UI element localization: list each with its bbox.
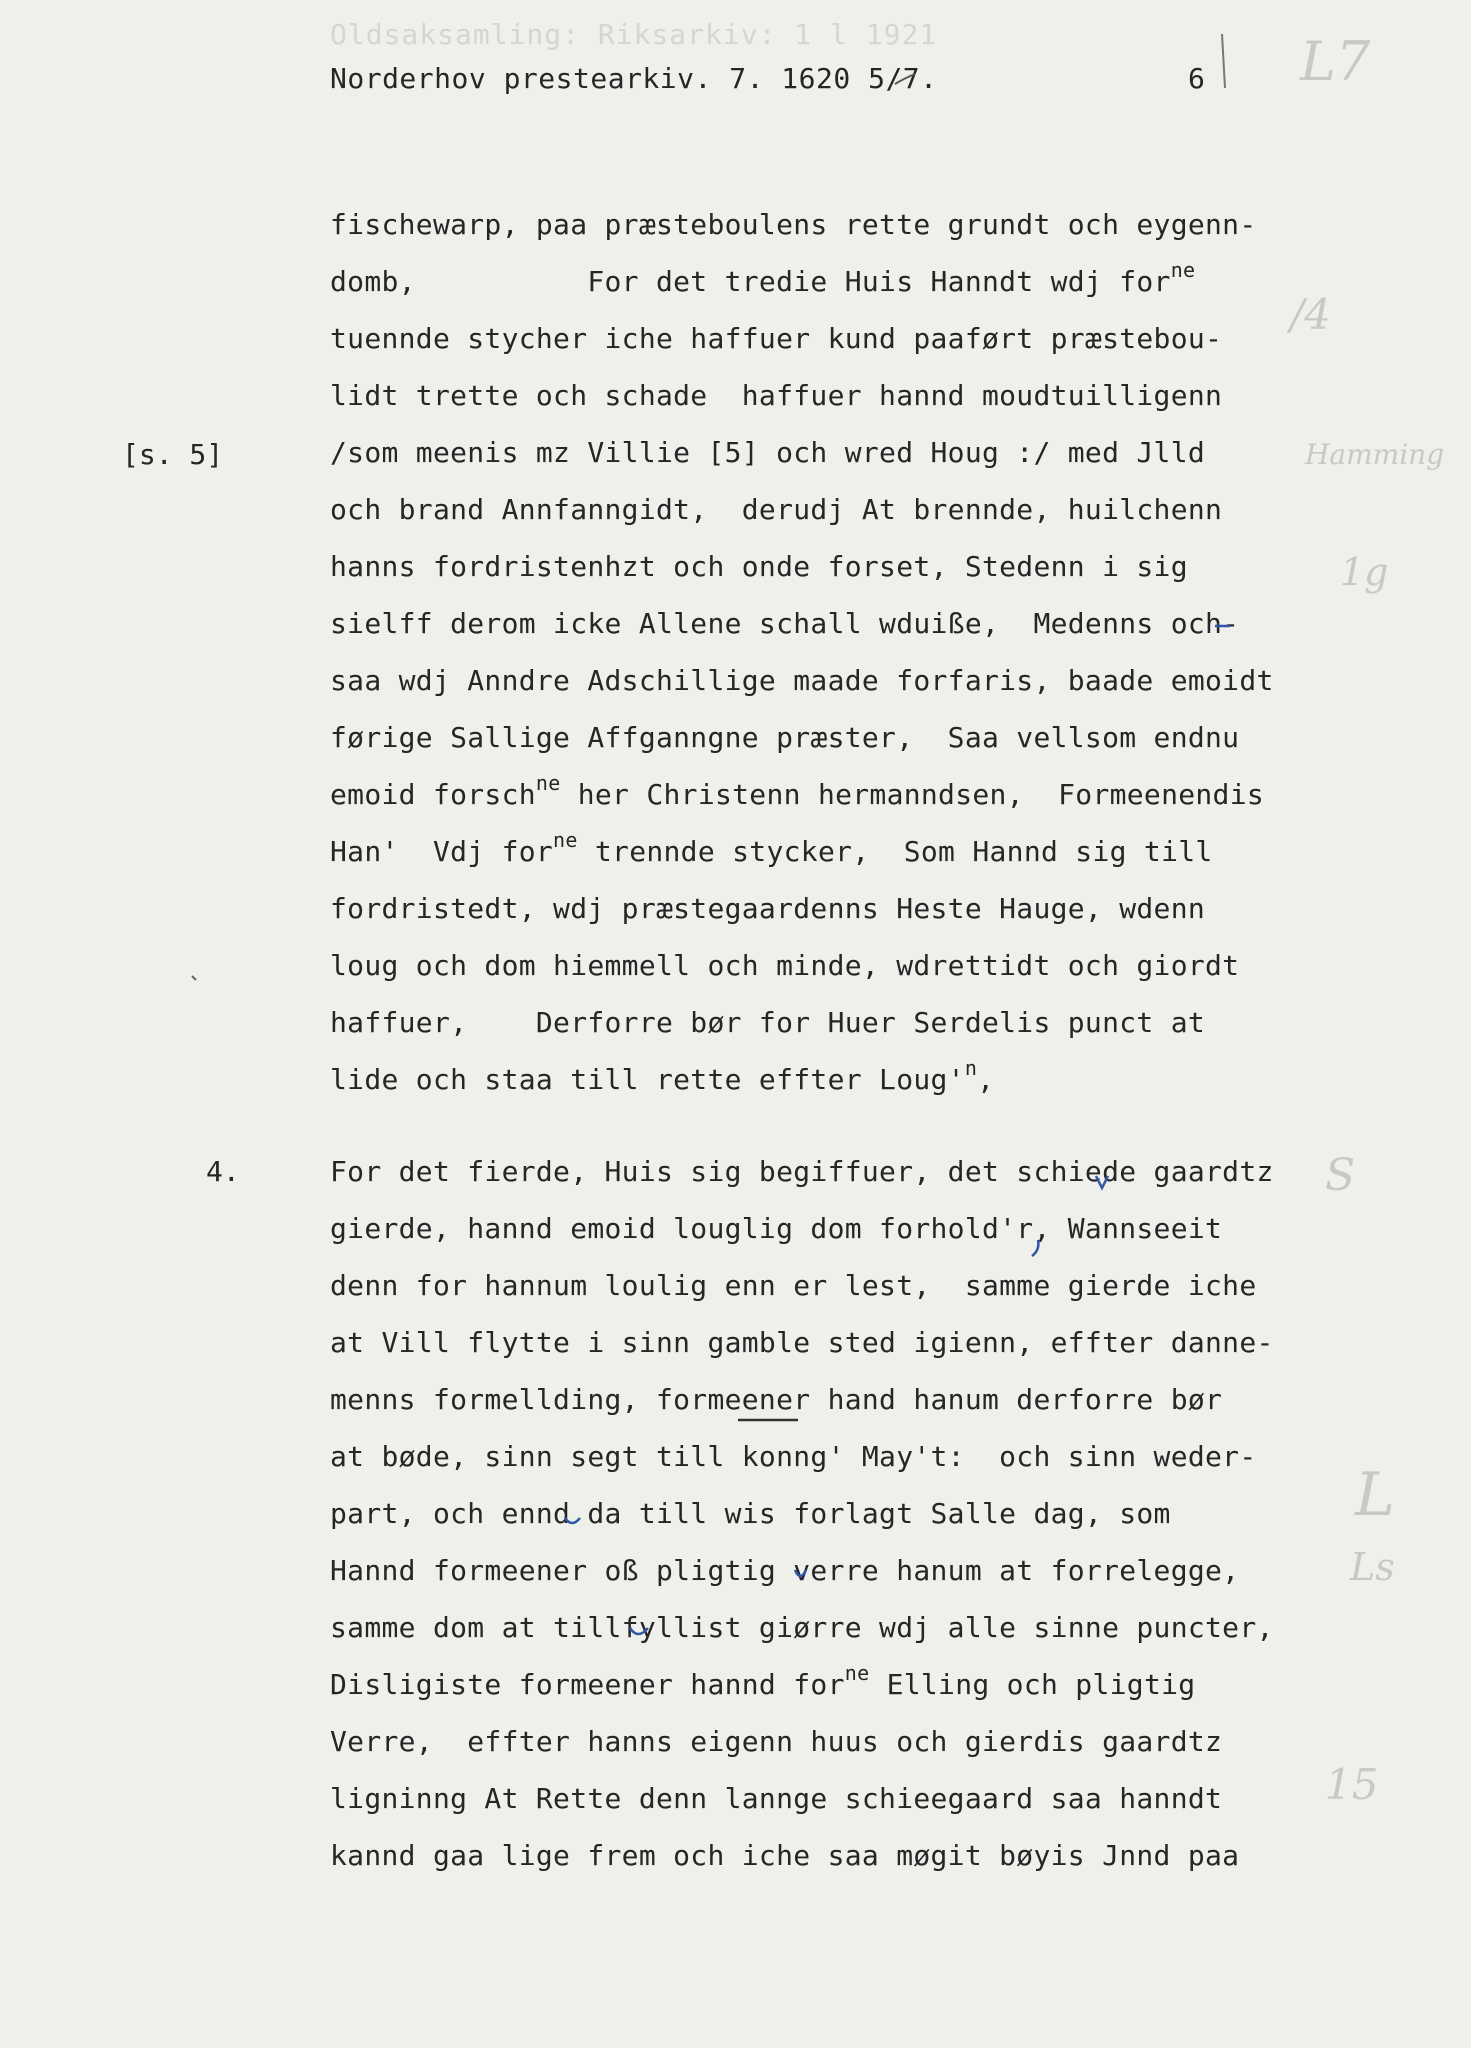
text-line-tail: Elling och pligtig (869, 1668, 1196, 1701)
text-line-start: Han' Vdj for (330, 835, 554, 868)
text-line-tail: trennde stycker, Som Hannd sig till (577, 835, 1213, 868)
text-line: loug och dom hiemmell och minde, wdrettidt och giordt (330, 949, 1240, 982)
text-line: ligninng At Rette denn lannge schieegaard saa hanndt (330, 1782, 1223, 1815)
text-line: hanns fordristenhzt och onde forset, Stedenn i sig (330, 550, 1188, 583)
text-line: part, och ennd da till wis forlagt Salle dag, som (330, 1497, 1171, 1530)
text-line: Hannd formeener oß pligtig verre hanum at forrelegge, (330, 1554, 1240, 1587)
text-line: lidt trette och schade haffuer hannd moudtuilligenn (330, 379, 1223, 412)
pencil-mark: L (1355, 1460, 1395, 1530)
pencil-mark: S (1325, 1150, 1356, 1201)
text-line: denn for hannum loulig enn er lest, samme gierde iche (330, 1269, 1257, 1302)
pencil-mark: Hamming (1305, 438, 1445, 471)
text-line: fordristedt, wdj præstegaardenns Heste Hauge, wdenn (330, 892, 1206, 925)
page-header: Norderhov prestearkiv. 7. 1620 5/7. (330, 62, 938, 95)
text-line: Verre, effter hanns eigenn huus och gierdis gaardtz (330, 1725, 1223, 1758)
text-line: at bøde, sinn segt till konng' May't: och sinn weder- (330, 1440, 1257, 1473)
text-line: och brand Annfanngidt, derudj At brennde, huilchenn (330, 493, 1223, 526)
ghost-header: Oldsaksamling: Riksarkiv: 1 l 1921 (330, 18, 938, 51)
text-line: samme dom at tillfyllist giørre wdj alle sinne puncter, (330, 1611, 1274, 1644)
text-line (330, 771, 1265, 811)
text-line: at Vill flytte i sinn gamble sted igienn, effter danne- (330, 1326, 1274, 1359)
text-line (330, 1056, 995, 1096)
text-line: /som meenis mz Villie [5] och wred Houg :/ med Jlld (330, 436, 1206, 469)
superscript-n: n (964, 1056, 978, 1080)
text-line: gierde, hannd emoid louglig dom forhold'r, Wannseeit (330, 1212, 1223, 1245)
pencil-mark: 15 (1325, 1760, 1379, 1809)
superscript-ne: ne (535, 771, 561, 795)
text-line-start: lide och staa till rette effter Loug' (330, 1063, 965, 1096)
text-line (330, 828, 1213, 868)
pencil-mark: L7 (1300, 30, 1371, 93)
text-line (330, 1661, 1196, 1701)
text-line-start: Disligiste formeener hannd for (330, 1668, 845, 1701)
text-line-start: emoid forsch (330, 778, 536, 811)
superscript-ne: ne (844, 1661, 870, 1685)
page-number: 6 (1188, 62, 1205, 95)
text-line: førige Sallige Affganngne præster, Saa vellsom endnu (330, 721, 1240, 754)
text-line: haffuer, Derforre bør for Huer Serdelis punct at (330, 1006, 1206, 1039)
pencil-mark: 1g (1340, 550, 1389, 594)
text-line: kannd gaa lige frem och iche saa møgit bøyis Jnnd paa (330, 1839, 1240, 1872)
text-line (330, 258, 1196, 298)
text-line-tail: her Christenn hermanndsen, Formeenendis (560, 778, 1265, 811)
small-dot-mark (192, 976, 196, 980)
pencil-mark: /4 (1290, 290, 1331, 339)
text-line: tuennde stycher iche haffuer kund paaført præstebou- (330, 322, 1223, 355)
superscript-ne: ne (1170, 258, 1196, 282)
text-line: saa wdj Anndre Adschillige maade forfaris, baade emoidt (330, 664, 1274, 697)
section-number: 4. (206, 1155, 240, 1188)
vertical-pencil-stroke (1222, 34, 1225, 88)
text-line: sielff derom icke Allene schall wduiße, Medenns och- (330, 607, 1240, 640)
text-line: For det fierde, Huis sig begiffuer, det schiede gaardtz (330, 1155, 1274, 1188)
text-line-tail: , (977, 1063, 995, 1096)
margin-page-reference: [s. 5] (122, 438, 224, 471)
superscript-ne: ne (553, 828, 578, 852)
pencil-mark: Ls (1350, 1545, 1395, 1589)
text-line-start: domb, For det tredie Huis Hanndt wdj for (330, 265, 1171, 298)
text-line: menns formellding, formeener hand hanum derforre bør (330, 1383, 1223, 1416)
text-line: fischewarp, paa præsteboulens rette grundt och eygenn- (330, 208, 1257, 241)
